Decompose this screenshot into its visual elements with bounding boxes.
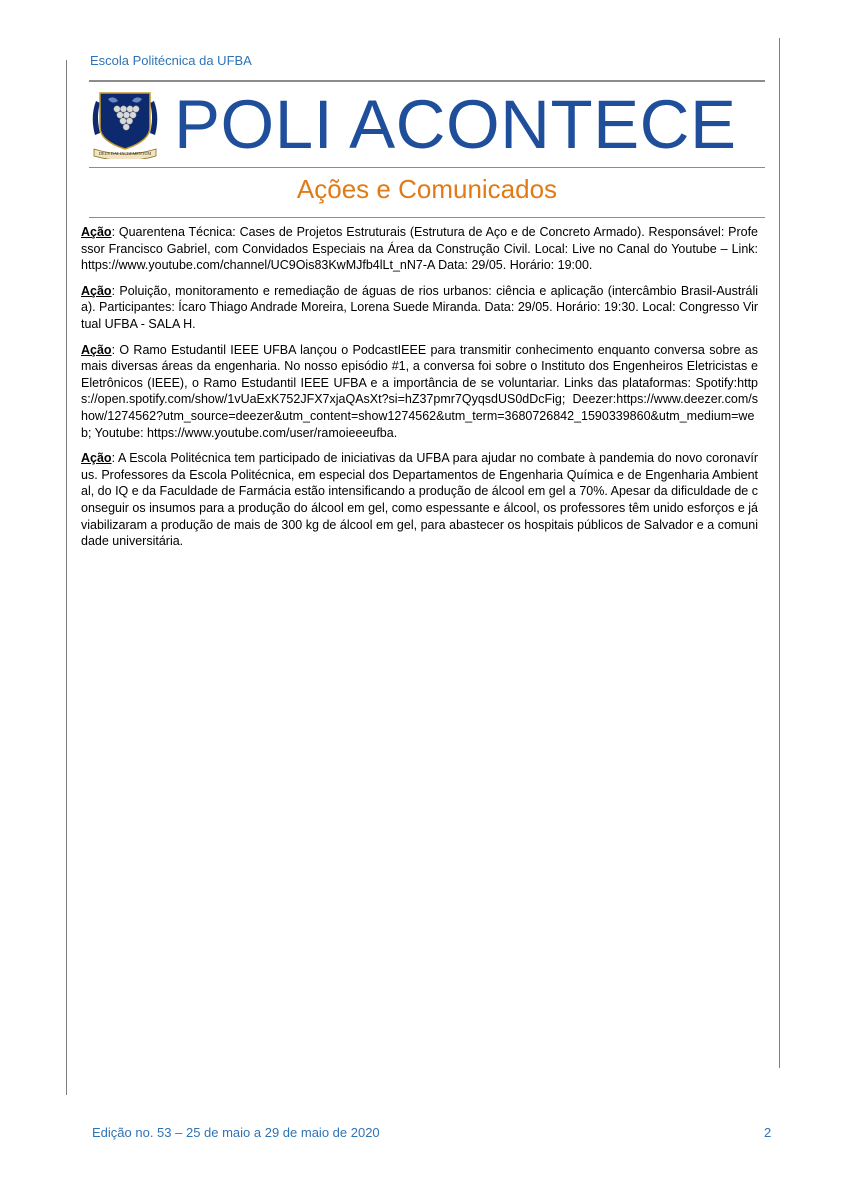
section-divider	[89, 217, 765, 218]
right-margin-rule	[779, 38, 780, 1068]
announcement-text: : Quarentena Técnica: Cases de Projetos Estruturais (Estrutura de Aço e de Concreto Armado). Responsável: Professor Francisco Gabriel, com Convidados Especiais na Área da Construção Civil. Local: Live no Canal do Youtube – Link: https://www.youtube.com/channel/UC9Ois83KwMJfb4lLt_nN7-A Data: 29/05. Horário: 19:00.	[81, 225, 758, 273]
announcement-label: Ação	[81, 225, 112, 239]
crest-motto-text: DEUS DAT INCREMENTUM	[98, 151, 152, 156]
footer-page-number: 2	[764, 1125, 772, 1140]
ufba-crest-logo	[90, 87, 160, 159]
masthead-divider	[89, 167, 765, 168]
left-margin-rule	[66, 60, 67, 1095]
school-name: Escola Politécnica da UFBA	[90, 53, 252, 68]
announcement-label: Ação	[81, 342, 112, 357]
announcements-list	[81, 224, 758, 559]
announcement-text: : Poluição, monitoramento e remediação de águas de rios urbanos: ciência e aplicação (intercâmbio Brasil-Austrália). Participantes: Ícaro Thiago Andrade Moreira, Lorena Suede Miranda. Data: 29/05. Horário: 19:30. Local: Congresso Virtual UFBA - SALA H.	[81, 283, 759, 331]
footer-edition: Edição no. 53 – 25 de maio a 29 de maio de 2020	[92, 1125, 380, 1140]
announcement-label: Ação	[81, 451, 112, 466]
announcement-label: Ação	[81, 283, 112, 298]
section-title: Ações e Comunicados	[296, 174, 558, 204]
announcement-text: : A Escola Politécnica tem participado de iniciativas da UFBA para ajudar no combate à pandemia do novo coronavírus. Professores da Escola Politécnica, em especial dos Departamentos de Engenharia Química e de Engenharia Ambiental, do IQ e da Faculdade de Farmácia estão intensificando a produção de álcool em gel a 70%. Apesar da dificuldade de conseguir os insumos para a produção do álcool em gel, como espessante e álcool, os professores têm unido esforços e já viabilizaram a produção de mais de 300 kg de álcool em gel, para abastecer os hospitais públicos de Salvador e a comunidade universitária.	[81, 451, 758, 549]
crest-right-flourish	[150, 101, 157, 135]
announcement-item	[81, 342, 758, 442]
crest-left-flourish	[93, 101, 100, 135]
announcement-item	[81, 283, 758, 333]
announcement-item	[81, 450, 758, 550]
masthead-title: POLI ACONTECE	[174, 86, 737, 163]
announcement-text: : O Ramo Estudantil IEEE UFBA lançou o PodcastIEEE para transmitir conhecimento enquanto conversa sobre as mais diversas áreas da engenharia. No nosso episódio #1, a conversa foi sobre o Instituto dos Engenheiros Eletricistas e Eletrônicos (IEEE), o Ramo Estudantil IEEE UFBA e a importância de se voluntariar. Links das plataformas: Spotify:https://open.spotify.com/show/1vUaExK752JFX7xjaQAsXt?si=hZ37pmr7QyqsdUS0dDcFig; Deezer:https://www.deezer.com/show/1274562?utm_source=deezer&utm_content=show1274562&utm_term=3680726842_1590339860&utm_medium=web; Youtube: https://www.youtube.com/user/ramoieeeufba.	[81, 342, 758, 440]
announcement-item	[81, 224, 758, 274]
